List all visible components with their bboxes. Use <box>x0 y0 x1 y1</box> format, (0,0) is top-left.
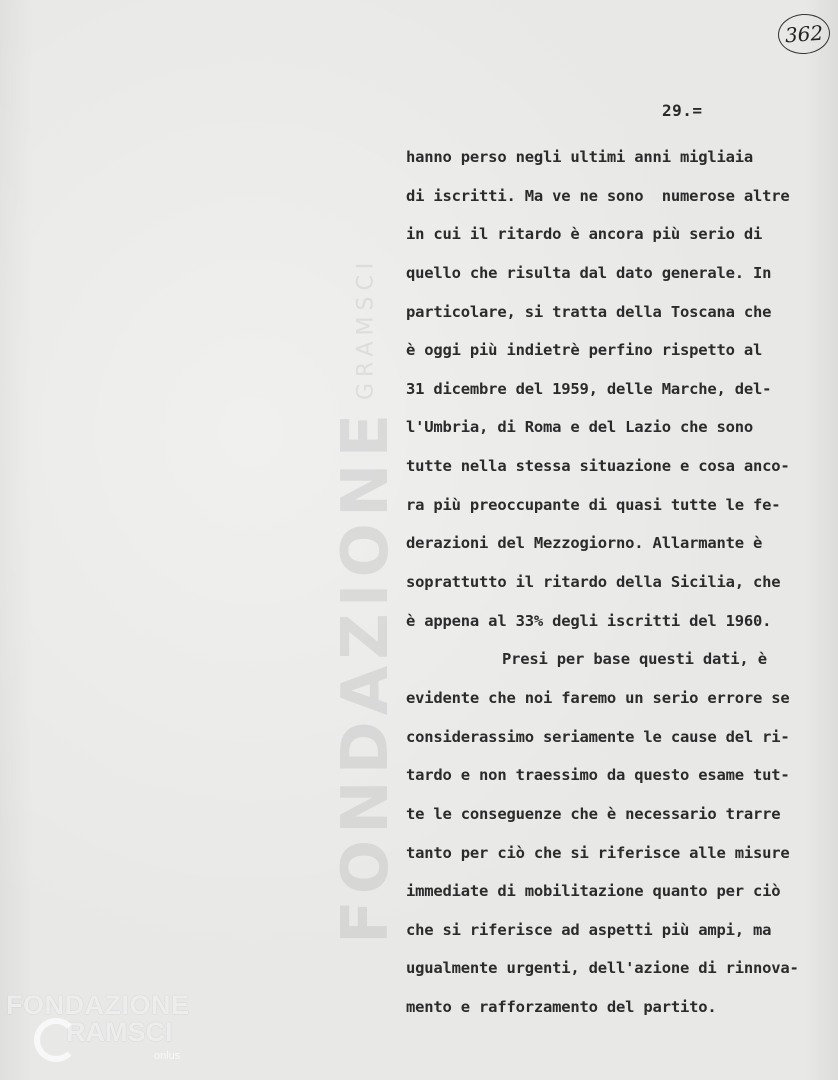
text-line: 31 dicembre del 1959, delle Marche, del- <box>406 379 772 398</box>
text-line: è oggi più indietrè perfino rispetto al <box>406 341 763 360</box>
text-line: tutte nella stessa situazione e cosa anco- <box>406 457 790 476</box>
text-line: tanto per ciò che si riferisce alle misure <box>406 843 790 862</box>
watermark-main: FONDAZIONE <box>329 407 403 944</box>
logo-g-icon <box>34 1018 78 1062</box>
text-line: ugualmente urgenti, dell'azione di rinnova- <box>406 959 799 978</box>
logo-line2: RAMSCI <box>66 1017 173 1047</box>
text-line: derazioni del Mezzogiorno. Allarmante è <box>406 534 763 553</box>
logo-org: onlus <box>154 1050 181 1062</box>
text-line: considerassimo seriamente le cause del ri- <box>406 727 790 746</box>
watermark-sub: GRAMSCI <box>353 256 379 400</box>
text-line: ra più preoccupante di quasi tutte le fe- <box>406 495 781 514</box>
page-number: 29.= <box>662 101 703 120</box>
logo-line1: FONDAZIONE <box>6 990 190 1020</box>
text-line: mento e rafforzamento del partito. <box>406 998 717 1017</box>
text-line: hanno perso negli ultimi anni migliaia <box>406 148 754 166</box>
text-line: immediate di mobilitazione quanto per ciò <box>406 882 781 901</box>
text-line: tardo e non traessimo da questo esame tut- <box>406 766 790 785</box>
text-line: te le conseguenze che è necessario trarre <box>406 804 781 823</box>
text-line: l'Umbria, di Roma e del Lazio che sono <box>406 418 754 437</box>
text-line: di iscritti. Ma ve ne sono numerose altre <box>406 186 790 205</box>
text-line: evidente che noi faremo un serio errore se <box>406 688 790 707</box>
paragraph-start-line: Presi per base questi dati, è <box>502 650 767 669</box>
archive-number: 362 <box>784 20 824 48</box>
text-line: che si riferisce ad aspetti più ampi, ma <box>406 920 772 939</box>
text-line: in cui il ritardo è ancora più serio di <box>406 225 763 244</box>
text-line: particolare, si tratta della Toscana che <box>406 302 772 321</box>
text-line: è appena al 33% degli iscritti del 1960. <box>406 611 772 630</box>
body-text <box>406 138 826 1027</box>
archive-number-stamp <box>777 12 832 56</box>
text-line: quello che risulta dal dato generale. In <box>406 263 772 282</box>
fondazione-gramsci-logo <box>6 990 206 1070</box>
text-line: soprattutto il ritardo della Sicilia, che <box>406 573 781 592</box>
